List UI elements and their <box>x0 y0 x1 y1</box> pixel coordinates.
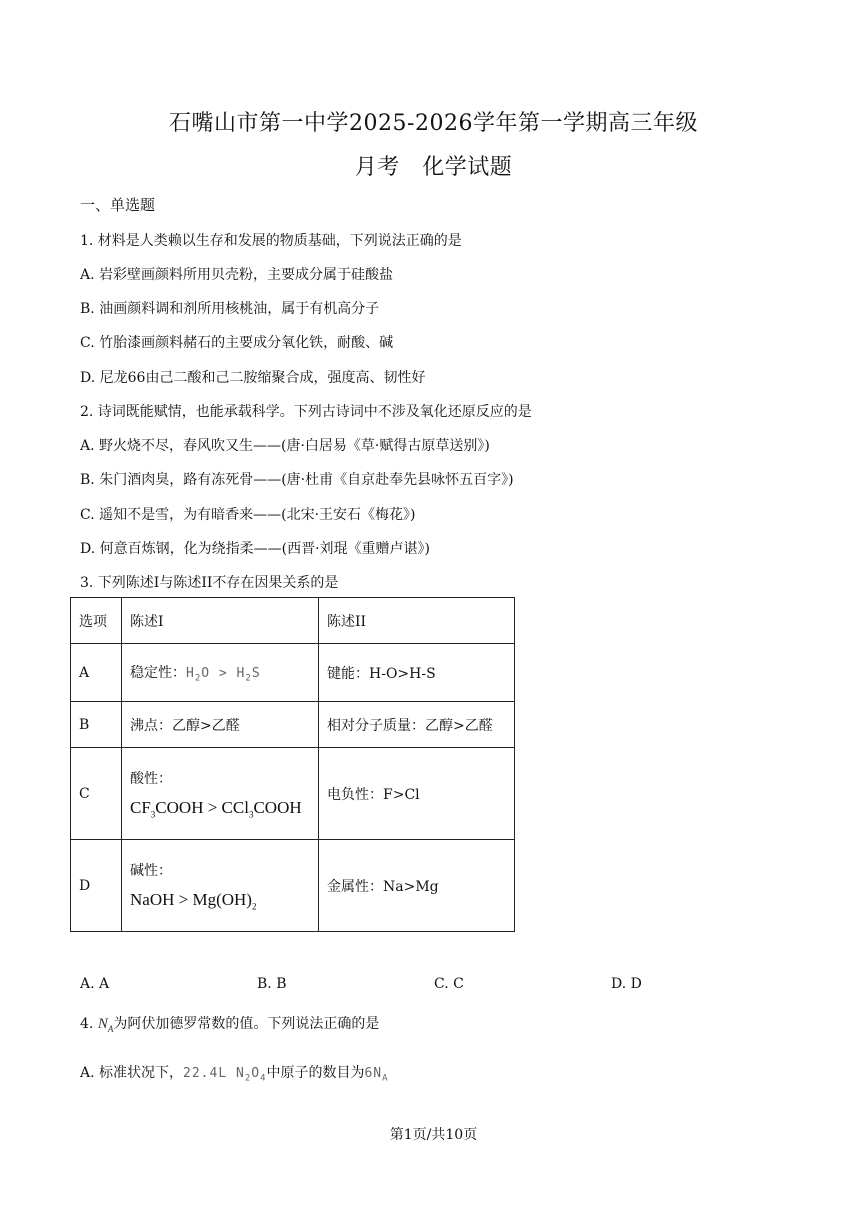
row-d-formula <box>130 890 310 911</box>
choice-b: B. B <box>257 976 287 992</box>
formula-part: H <box>186 665 195 681</box>
formula-subscript: 4 <box>260 1073 267 1084</box>
choice-a: A. A <box>80 976 110 992</box>
formula-subscript: 3 <box>150 809 156 820</box>
question-4-option-a <box>80 1062 389 1084</box>
formula-part: O > H <box>201 665 246 681</box>
row-b-statement-1: 沸点：乙醇>乙醛 <box>122 702 319 748</box>
question-3-table <box>70 597 515 932</box>
row-a-label: 稳定性： <box>130 664 186 681</box>
option-a-mid: 中原子的数目为 <box>266 1065 365 1081</box>
header-option: 选项 <box>71 598 122 644</box>
question-2-option-a: A. 野火烧不尽，春风吹又生——(唐·白居易《草·赋得古原草送别》) <box>80 438 490 454</box>
option-a-formula <box>183 1066 267 1084</box>
row-a-option: A <box>71 644 122 702</box>
option-a-prefix: A. 标准状况下， <box>80 1065 184 1081</box>
formula-part: COOH <box>253 797 302 817</box>
row-d-option: D <box>71 840 122 932</box>
formula-part: 6N <box>364 1066 383 1081</box>
question-4-text: 为阿伏加德罗常数的值。下列说法正确的是 <box>113 1016 380 1032</box>
question-2-option-b: B. 朱门酒肉臭，路有冻死骨——(唐·杜甫《自京赴奉先县咏怀五百字》) <box>80 472 514 488</box>
header-statement-1: 陈述I <box>122 598 319 644</box>
choice-c: C. C <box>434 976 464 992</box>
table-header-row <box>71 598 515 644</box>
formula-part: N <box>97 1016 108 1032</box>
formula-part: CF <box>130 797 151 817</box>
exam-title-line1: 石嘴山市第一中学2025-2026学年第一学期高三年级 <box>169 111 698 136</box>
formula-subscript: 2 <box>251 901 257 912</box>
option-a-value <box>364 1066 389 1084</box>
question-3-stem: 3. 下列陈述I与陈述II不存在因果关系的是 <box>80 575 339 591</box>
question-4-number: 4. <box>80 1016 98 1032</box>
table-row <box>71 840 515 932</box>
question-2-stem: 2. 诗词既能赋情，也能承载科学。下列古诗词中不涉及氧化还原反应的是 <box>80 404 532 420</box>
question-1-option-c: C. 竹胎漆画颜料赭石的主要成分氧化铁，耐酸、碱 <box>80 335 394 351</box>
row-b-statement-2: 相对分子质量：乙醇>乙醛 <box>319 702 515 748</box>
header-statement-2: 陈述II <box>319 598 515 644</box>
question-1-option-a: A. 岩彩壁画颜料所用贝壳粉，主要成分属于硅酸盐 <box>80 267 394 283</box>
formula-subscript: 2 <box>194 673 202 684</box>
formula-part: 22.4L N <box>183 1066 245 1081</box>
question-2-option-c: C. 遥知不是雪，为有暗香来——(北宋·王安石《梅花》) <box>80 507 416 523</box>
formula-subscript: A <box>107 1024 114 1034</box>
formula-subscript: 2 <box>244 1073 252 1084</box>
formula-part: O <box>251 1066 261 1081</box>
row-a-statement-2: 键能：H-O>H-S <box>319 644 515 702</box>
table-row <box>71 748 515 840</box>
formula-subscript: 3 <box>248 809 254 820</box>
row-c-statement-1 <box>122 748 319 840</box>
formula-part: COOH > CCl <box>155 797 249 817</box>
row-d-statement-1 <box>122 840 319 932</box>
question-4-stem <box>80 1013 379 1034</box>
question-1-option-b: B. 油画颜料调和剂所用核桃油，属于有机高分子 <box>80 301 380 317</box>
row-c-option: C <box>71 748 122 840</box>
choice-d: D. D <box>611 976 642 992</box>
row-a-statement-1 <box>122 644 319 702</box>
question-1-option-d: D. 尼龙66由己二酸和己二胺缩聚合成，强度高、韧性好 <box>80 370 426 386</box>
row-d-label: 碱性： <box>130 862 172 879</box>
row-c-statement-2: 电负性：F>Cl <box>319 748 515 840</box>
formula-subscript: A <box>382 1073 389 1084</box>
formula-part: S <box>251 665 261 681</box>
table-row <box>71 644 515 702</box>
formula-subscript: 2 <box>245 673 252 684</box>
row-c-label: 酸性： <box>130 770 172 787</box>
question-2-option-d: D. 何意百炼钢，化为绕指柔——(西晋·刘琨《重赠卢谌》) <box>80 541 430 557</box>
row-b-option: B <box>71 702 122 748</box>
row-c-formula <box>130 798 310 819</box>
formula-part: NaOH > Mg(OH) <box>130 889 252 909</box>
exam-title-line2: 月考 化学试题 <box>354 155 513 180</box>
row-a-formula <box>186 665 261 684</box>
section-heading: 一、单选题 <box>80 196 156 214</box>
page-footer: 第1页/共10页 <box>389 1127 478 1143</box>
row-d-statement-2: 金属性：Na>Mg <box>319 840 515 932</box>
question-1-stem: 1. 材料是人类赖以生存和发展的物质基础，下列说法正确的是 <box>80 233 462 249</box>
table-row <box>71 702 515 748</box>
avogadro-symbol <box>98 1016 114 1032</box>
